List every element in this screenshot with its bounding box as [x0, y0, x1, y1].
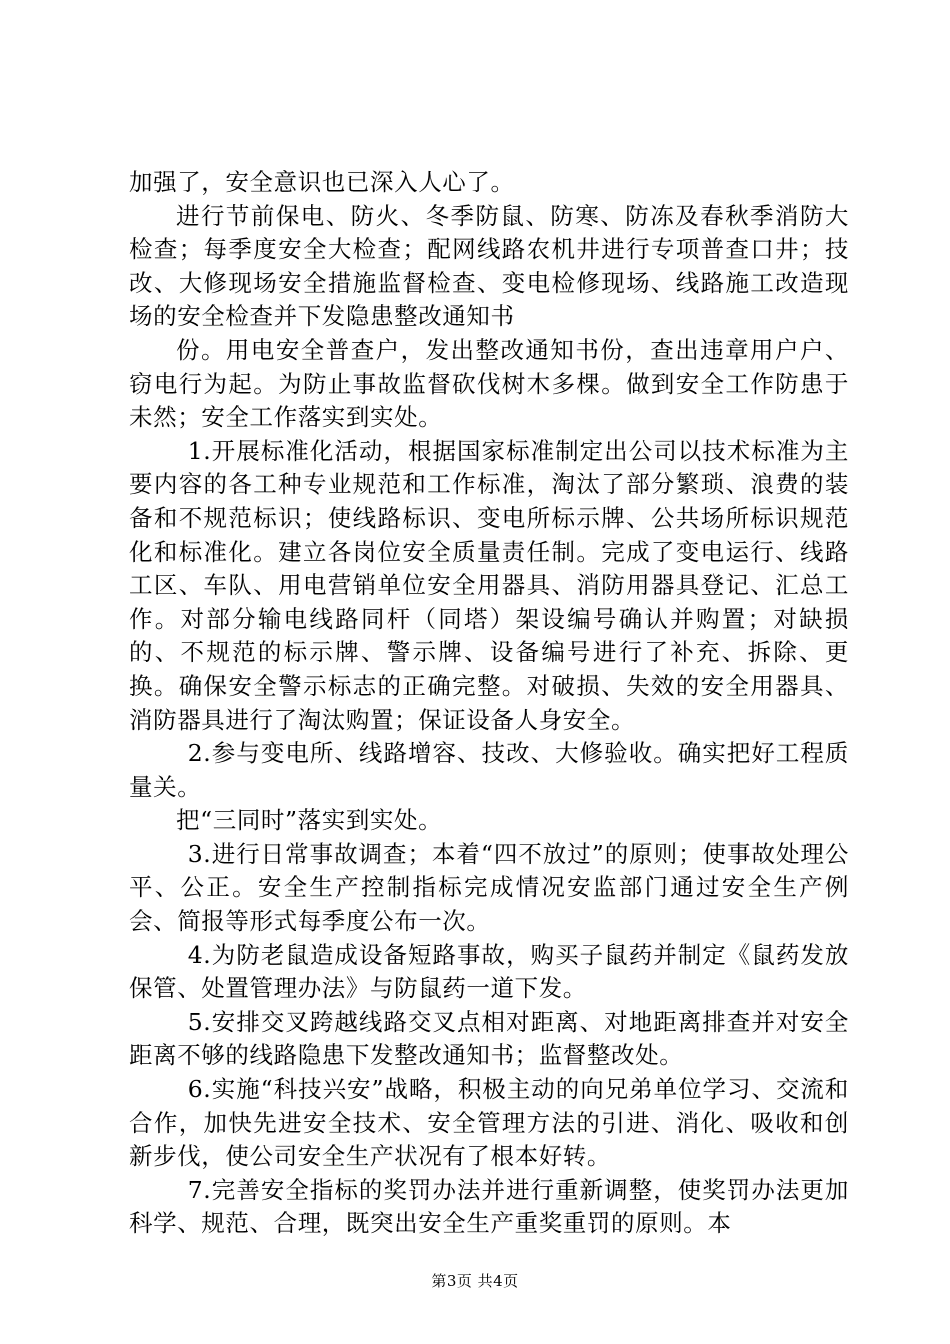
paragraph: 2.参与变电所、线路增容、技改、大修验收。确实把好工程质量关。 — [129, 739, 849, 801]
paragraph: 把“三同时”落实到实处。 — [176, 806, 443, 835]
paragraph: 4.为防老鼠造成设备短路事故，购买子鼠药并制定《鼠药发放保管、处置管理办法》与防鼠药一道下发。 — [129, 940, 849, 1003]
paragraph: 3.进行日常事故调查；本着“四不放过”的原则；使事故处理公平、公正。安全生产控制指标完成情况安监部门通过安全生产例会、简报等形式每季度公布一次。 — [129, 839, 849, 936]
paragraph: 5.安排交叉跨越线路交叉点相对距离、对地距离排查并对安全距离不够的线路隐患下发整改通知书；监督整改处。 — [129, 1007, 849, 1070]
paragraph: 加强了，安全意识也已深入人心了。 — [129, 168, 515, 196]
paragraph: 进行节前保电、防火、冬季防鼠、防寒、防冻及春秋季消防大检查；每季度安全大检查；配网线路农机井进行专项普查口井；技改、大修现场安全措施监督检查、变电检修现场、线路施工改造现场的安全检查并下发隐患整改通知书 — [129, 201, 849, 331]
paragraph: 1.开展标准化活动，根据国家标准制定出公司以技术标准为主要内容的各工种专业规范和工作标准，淘汰了部分繁琐、浪费的装备和不规范标识；使线路标识、变电所标示牌、公共场所标识规范化和标准化。建立各岗位安全质量责任制。完成了变电运行、线路工区、车队、用电营销单位安全用器具、消防用器具登记、汇总工作。对部分输电线路同杆（同塔）架设编号确认并购置；对缺损的、不规范的标示牌、警示牌、设备编号进行了补充、拆除、更换。确保安全警示标志的正确完整。对破损、失效的安全用器具、消防器具进行了淘汰购置；保证设备人身安全。 — [129, 436, 849, 734]
paragraph: 7.完善安全指标的奖罚办法并进行重新调整，使奖罚办法更加科学、规范、合理，既突出安全生产重奖重罚的原则。本 — [129, 1175, 849, 1238]
paragraph: 份。用电安全普查户，发出整改通知书份，查出违章用户户、窃电行为起。为防止事故监督砍伐树木多棵。做到安全工作防患于未然；安全工作落实到实处。 — [129, 335, 849, 432]
document-body — [129, 166, 849, 1241]
paragraph: 6.实施“科技兴安”战略，积极主动的向兄弟单位学习、交流和合作，加快先进安全技术、安全管理方法的引进、消化、吸收和创新步伐，使公司安全生产状况有了根本好转。 — [129, 1075, 849, 1171]
page-footer: 第3页 共4页 — [431, 1272, 519, 1290]
